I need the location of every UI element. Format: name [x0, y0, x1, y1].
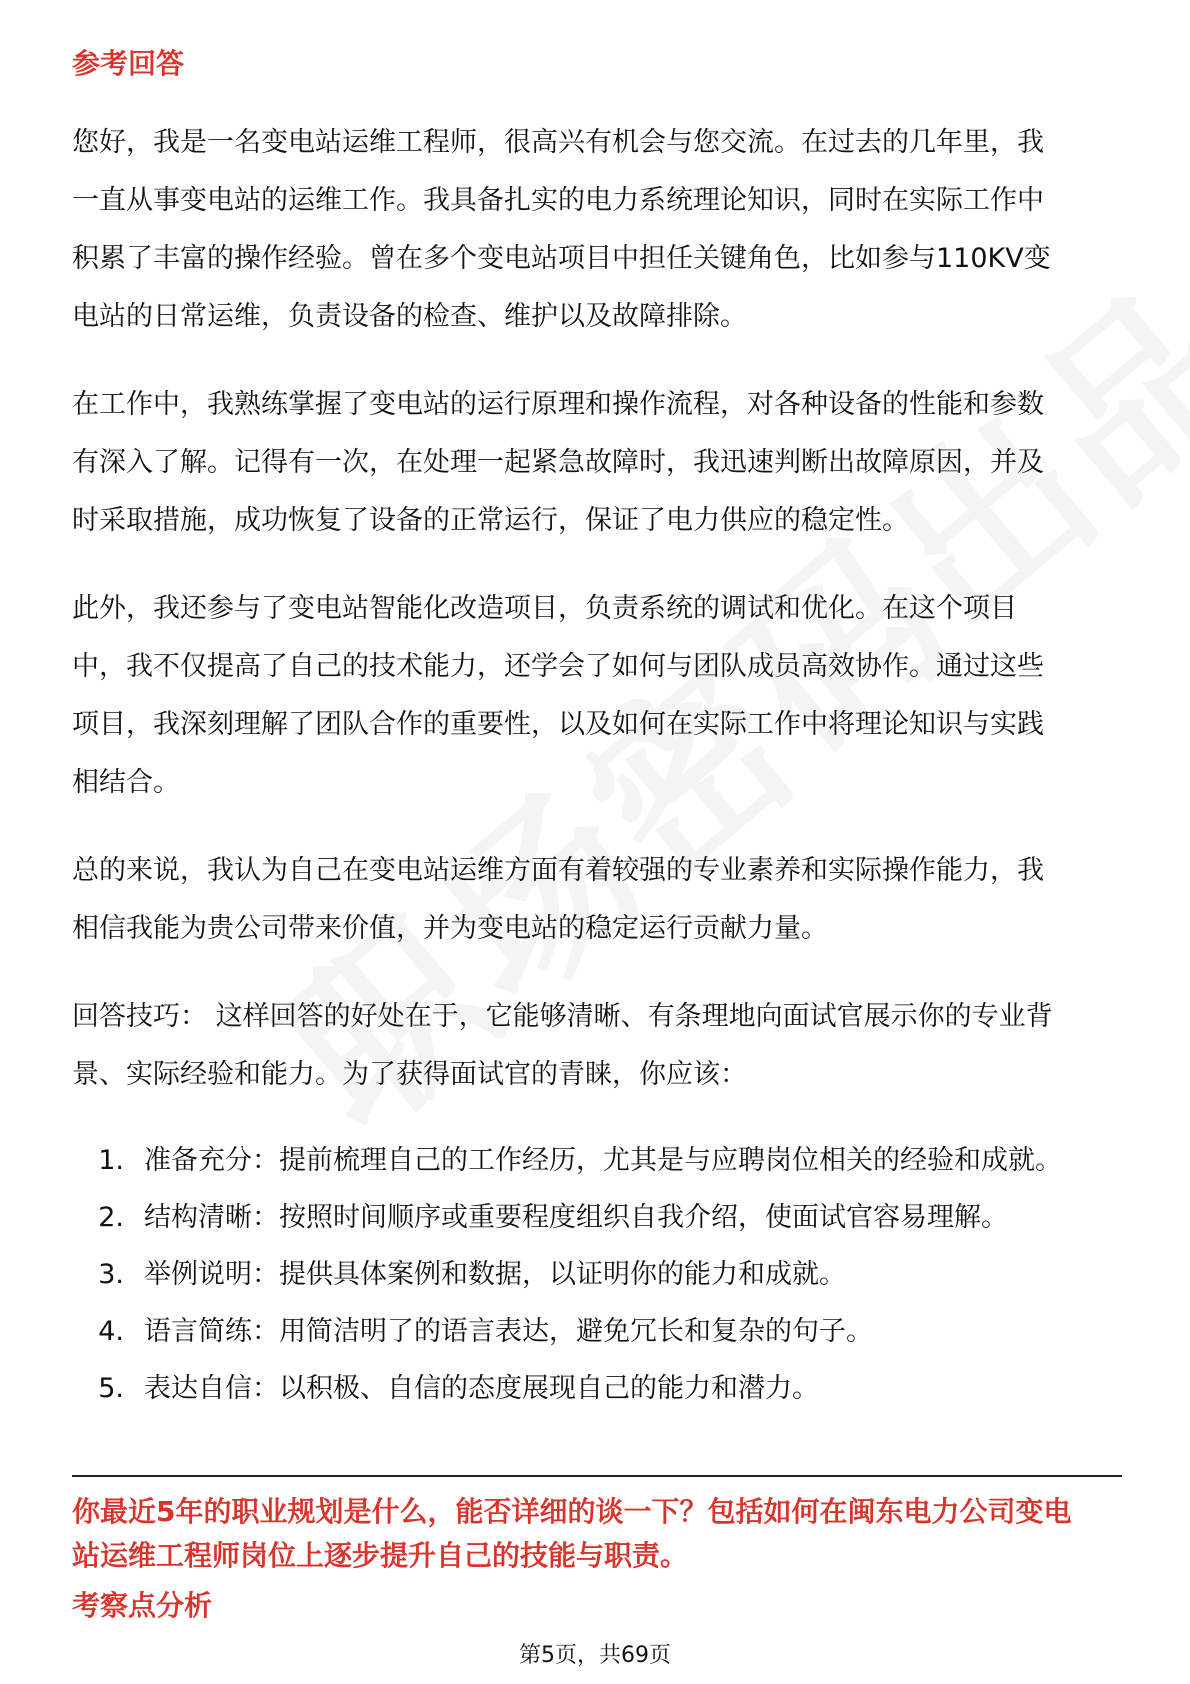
- list-item-number: 2.: [98, 1202, 124, 1233]
- list-item: [72, 1132, 1122, 1189]
- list-item-number: 1.: [98, 1145, 124, 1176]
- list-item: [72, 1246, 1122, 1303]
- section-divider: [72, 1475, 1122, 1477]
- list-item-text: 语言简练：用简洁明了的语言表达，避免冗长和复杂的句子。: [144, 1316, 873, 1347]
- tips-list: [72, 1132, 1122, 1417]
- page-content: [72, 44, 1122, 1417]
- page-footer: 第5页，共69页: [519, 1643, 671, 1668]
- analysis-title: 考察点分析: [72, 1589, 213, 1622]
- list-item: [72, 1360, 1122, 1417]
- list-item: [72, 1303, 1122, 1360]
- answer-paragraph-1: 您好，我是一名变电站运维工程师，很高兴有机会与您交流。在过去的几年里，我 一直从事变电站的运维工作。我具备扎实的电力系统理论知识，同时在实际工作中 积累了丰富的操作经验。曾在多个变电站项目中担任关键角色，比如参与110KV变 电站的日常运维，负责设备的检查、维护以及故障排除。: [72, 127, 1051, 332]
- list-item-number: 4.: [98, 1316, 124, 1347]
- list-item-text: 准备充分：提前梳理自己的工作经历，尤其是与应聘岗位相关的经验和成就。: [144, 1145, 1062, 1176]
- list-item: [72, 1189, 1122, 1246]
- list-item-text: 举例说明：提供具体案例和数据，以证明你的能力和成就。: [144, 1259, 846, 1290]
- list-item-text: 表达自信：以积极、自信的态度展现自己的能力和潜力。: [144, 1373, 819, 1404]
- list-item-text: 结构清晰：按照时间顺序或重要程度组织自我介绍，使面试官容易理解。: [144, 1202, 1008, 1233]
- next-question: 你最近5年的职业规划是什么，能否详细的谈一下？包括如何在闽东电力公司变电 站运维工程师岗位上逐步提升自己的技能与职责。: [72, 1495, 1072, 1572]
- answer-paragraph-3: 此外，我还参与了变电站智能化改造项目，负责系统的调试和优化。在这个项目 中，我不仅提高了自己的技术能力，还学会了如何与团队成员高效协作。通过这些 项目，我深刻理解了团队合作的重要性，以及如何在实际工作中将理论知识与实践 相结合。: [72, 593, 1044, 798]
- list-item-number: 5.: [98, 1373, 124, 1404]
- answer-paragraph-2: 在工作中，我熟练掌握了变电站的运行原理和操作流程，对各种设备的性能和参数 有深入了解。记得有一次，在处理一起紧急故障时，我迅速判断出故障原因，并及 时采取措施，成功恢复了设备的正常运行，保证了电力供应的稳定性。: [72, 389, 1044, 536]
- answer-tips-intro: 回答技巧： 这样回答的好处在于，它能够清晰、有条理地向面试官展示你的专业背 景、实际经验和能力。为了获得面试官的青睐，你应该：: [72, 1001, 1053, 1090]
- reference-answer-title: 参考回答: [72, 47, 185, 80]
- answer-paragraph-4: 总的来说，我认为自己在变电站运维方面有着较强的专业素养和实际操作能力，我 相信我能为贵公司带来价值，并为变电站的稳定运行贡献力量。: [72, 855, 1044, 944]
- list-item-number: 3.: [98, 1259, 124, 1290]
